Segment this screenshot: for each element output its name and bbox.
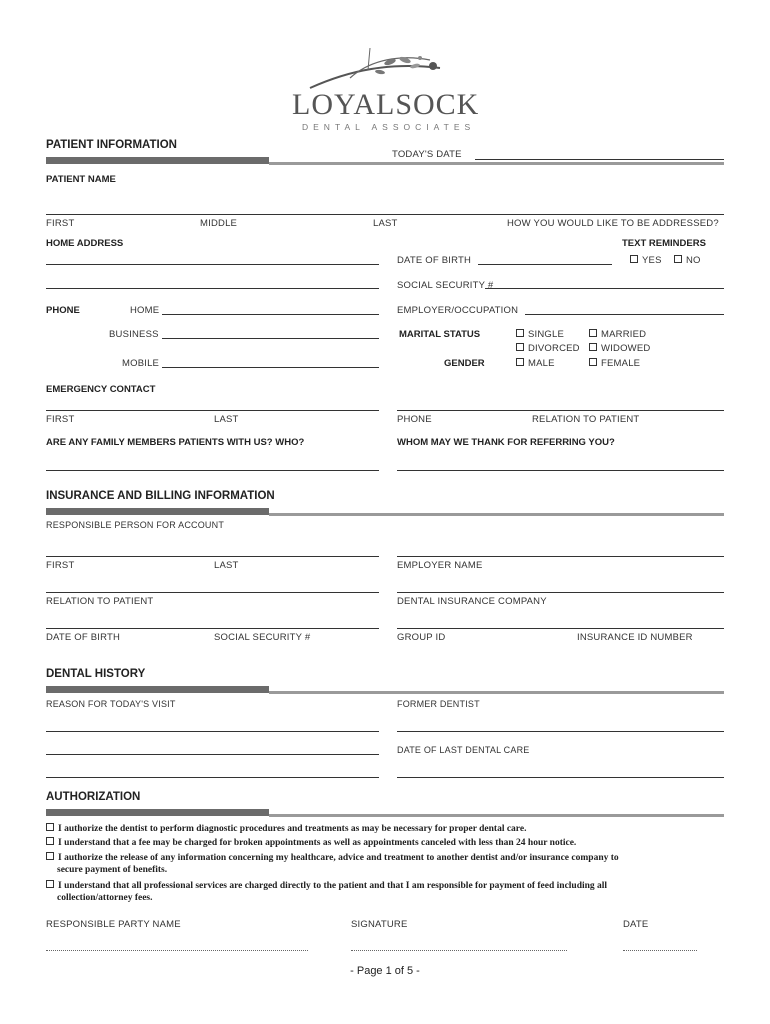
em-phone-label: PHONE	[397, 414, 432, 425]
reminder-yes[interactable]	[630, 255, 662, 266]
section-bar	[46, 686, 269, 693]
business-phone-label: BUSINESS	[109, 329, 159, 340]
ins-dob-label: DATE OF BIRTH	[46, 632, 121, 643]
home-phone-label: HOME	[130, 305, 160, 316]
auth-item-3[interactable]	[46, 852, 619, 863]
reason-field-1[interactable]	[46, 731, 379, 732]
party-name-field[interactable]	[46, 950, 308, 951]
female-checkbox[interactable]	[589, 358, 597, 366]
last-label: LAST	[373, 218, 398, 229]
party-name-label: RESPONSIBLE PARTY NAME	[46, 919, 181, 930]
reminder-no[interactable]	[674, 255, 701, 266]
home-address-field-2[interactable]	[46, 288, 379, 289]
married-checkbox[interactable]	[589, 329, 597, 337]
auth-item-1[interactable]	[46, 823, 526, 834]
emergency-contact-field-right[interactable]	[397, 410, 724, 411]
male-label: MALE	[528, 358, 555, 369]
ssn-field[interactable]	[485, 288, 724, 289]
single-checkbox[interactable]	[516, 329, 524, 337]
business-phone-field[interactable]	[162, 338, 379, 339]
employer-field[interactable]	[525, 314, 724, 315]
reason-field-2[interactable]	[46, 754, 379, 755]
auth-text: I authorize the release of any information concerning my healthcare, advice and treatment to another dentist and/or insurance company to	[58, 853, 619, 863]
marital-divorced[interactable]	[516, 343, 580, 354]
emergency-contact-field-left[interactable]	[46, 410, 379, 411]
ins-ssn-label: SOCIAL SECURITY #	[214, 632, 311, 643]
section-title-insurance: INSURANCE AND BILLING INFORMATION	[46, 490, 275, 502]
last-care-field[interactable]	[397, 777, 724, 778]
home-phone-field[interactable]	[162, 314, 379, 315]
marital-status-label: MARITAL STATUS	[399, 329, 481, 340]
ins-employer-field[interactable]	[397, 556, 724, 557]
section-rule	[269, 691, 724, 694]
logo	[290, 40, 480, 135]
reason-field-3[interactable]	[46, 777, 379, 778]
section-title-patient: PATIENT INFORMATION	[46, 139, 177, 151]
logo-branch-icon	[290, 40, 480, 95]
section-title-authorization: AUTHORIZATION	[46, 791, 141, 803]
yes-label: YES	[642, 255, 662, 266]
page-number: - Page 1 of 5 -	[350, 965, 420, 977]
ins-last-label: LAST	[214, 560, 239, 571]
phone-label: PHONE	[46, 305, 80, 316]
auth-checkbox[interactable]	[46, 837, 54, 845]
logo-name: LOYALSOCK	[292, 88, 480, 121]
ins-group-label: GROUP ID	[397, 632, 446, 643]
ins-employer-label: EMPLOYER NAME	[397, 560, 483, 571]
auth-text: I understand that all professional services are charged directly to the patient and that I am responsible for payment of feed including all	[58, 881, 608, 891]
single-label: SINGLE	[528, 329, 565, 340]
first-label: FIRST	[46, 218, 75, 229]
former-dentist-field[interactable]	[397, 731, 724, 732]
ins-id-label: INSURANCE ID NUMBER	[577, 632, 693, 643]
patient-name-field[interactable]	[46, 214, 724, 215]
responsible-label: RESPONSIBLE PERSON FOR ACCOUNT	[46, 520, 225, 530]
ins-group-field[interactable]	[397, 628, 724, 629]
no-checkbox[interactable]	[674, 255, 682, 263]
auth-item-2[interactable]	[46, 837, 576, 848]
em-relation-label: RELATION TO PATIENT	[532, 414, 640, 425]
section-bar	[46, 809, 269, 816]
no-label: NO	[686, 255, 701, 266]
auth-checkbox[interactable]	[46, 880, 54, 888]
todays-date-field[interactable]	[475, 159, 724, 160]
ins-relation-label: RELATION TO PATIENT	[46, 596, 154, 607]
signature-field[interactable]	[351, 950, 567, 951]
former-dentist-label: FORMER DENTIST	[397, 699, 480, 709]
section-rule	[269, 814, 724, 817]
family-field[interactable]	[46, 470, 379, 471]
last-care-label: DATE OF LAST DENTAL CARE	[397, 745, 530, 755]
section-rule	[269, 162, 724, 165]
dob-field[interactable]	[478, 264, 612, 265]
section-bar	[46, 157, 269, 164]
male-checkbox[interactable]	[516, 358, 524, 366]
middle-label: MIDDLE	[200, 218, 238, 229]
ssn-label: SOCIAL SECURITY #	[397, 280, 494, 291]
female-label: FEMALE	[601, 358, 641, 369]
marital-widowed[interactable]	[589, 343, 650, 354]
section-title-dental: DENTAL HISTORY	[46, 668, 146, 680]
section-rule	[269, 513, 724, 516]
ins-first-label: FIRST	[46, 560, 75, 571]
auth-text: I authorize the dentist to perform diagnostic procedures and treatments as may be necessary for proper dental care.	[58, 824, 527, 834]
em-last-label: LAST	[214, 414, 239, 425]
signature-label: SIGNATURE	[351, 919, 408, 930]
widowed-checkbox[interactable]	[589, 343, 597, 351]
gender-male[interactable]	[516, 358, 555, 369]
yes-checkbox[interactable]	[630, 255, 638, 263]
widowed-label: WIDOWED	[601, 343, 651, 354]
gender-label: GENDER	[444, 358, 485, 369]
home-address-label: HOME ADDRESS	[46, 238, 124, 249]
auth-checkbox[interactable]	[46, 852, 54, 860]
employer-label: EMPLOYER/OCCUPATION	[397, 305, 519, 316]
ins-name-field[interactable]	[46, 556, 379, 557]
date-label: DATE	[623, 919, 649, 930]
married-label: MARRIED	[601, 329, 647, 340]
divorced-checkbox[interactable]	[516, 343, 524, 351]
home-address-field-1[interactable]	[46, 264, 379, 265]
dob-label: DATE OF BIRTH	[397, 255, 472, 266]
auth-item-3-cont: secure payment of benefits.	[57, 865, 168, 875]
section-bar	[46, 508, 269, 515]
referring-label: WHOM MAY WE THANK FOR REFERRING YOU?	[397, 437, 615, 448]
logo-subtitle: DENTAL ASSOCIATES	[302, 122, 476, 132]
mobile-phone-label: MOBILE	[122, 358, 160, 369]
ins-dob-field[interactable]	[46, 628, 379, 629]
marital-married[interactable]	[589, 329, 646, 340]
reason-label: REASON FOR TODAY'S VISIT	[46, 699, 176, 709]
ins-company-field[interactable]	[397, 592, 724, 593]
date-field[interactable]	[623, 950, 697, 951]
ins-relation-field[interactable]	[46, 592, 379, 593]
mobile-phone-field[interactable]	[162, 367, 379, 368]
marital-single[interactable]	[516, 329, 564, 340]
addressed-label: HOW YOU WOULD LIKE TO BE ADDRESSED?	[507, 218, 719, 229]
emergency-contact-label: EMERGENCY CONTACT	[46, 384, 156, 395]
auth-item-4-cont: collection/attorney fees.	[57, 893, 153, 903]
auth-item-4[interactable]	[46, 880, 607, 891]
patient-name-label: PATIENT NAME	[46, 174, 116, 185]
todays-date-label: TODAY'S DATE	[392, 149, 462, 160]
auth-text: I understand that a fee may be charged for broken appointments as well as appointments canceled with less than 24 hour notice.	[58, 838, 577, 848]
auth-checkbox[interactable]	[46, 823, 54, 831]
ins-company-label: DENTAL INSURANCE COMPANY	[397, 596, 547, 607]
em-first-label: FIRST	[46, 414, 75, 425]
gender-female[interactable]	[589, 358, 640, 369]
family-label: ARE ANY FAMILY MEMBERS PATIENTS WITH US? WHO?	[46, 437, 305, 448]
divorced-label: DIVORCED	[528, 343, 580, 354]
text-reminders-label: TEXT REMINDERS	[622, 238, 706, 249]
referring-field[interactable]	[397, 470, 724, 471]
